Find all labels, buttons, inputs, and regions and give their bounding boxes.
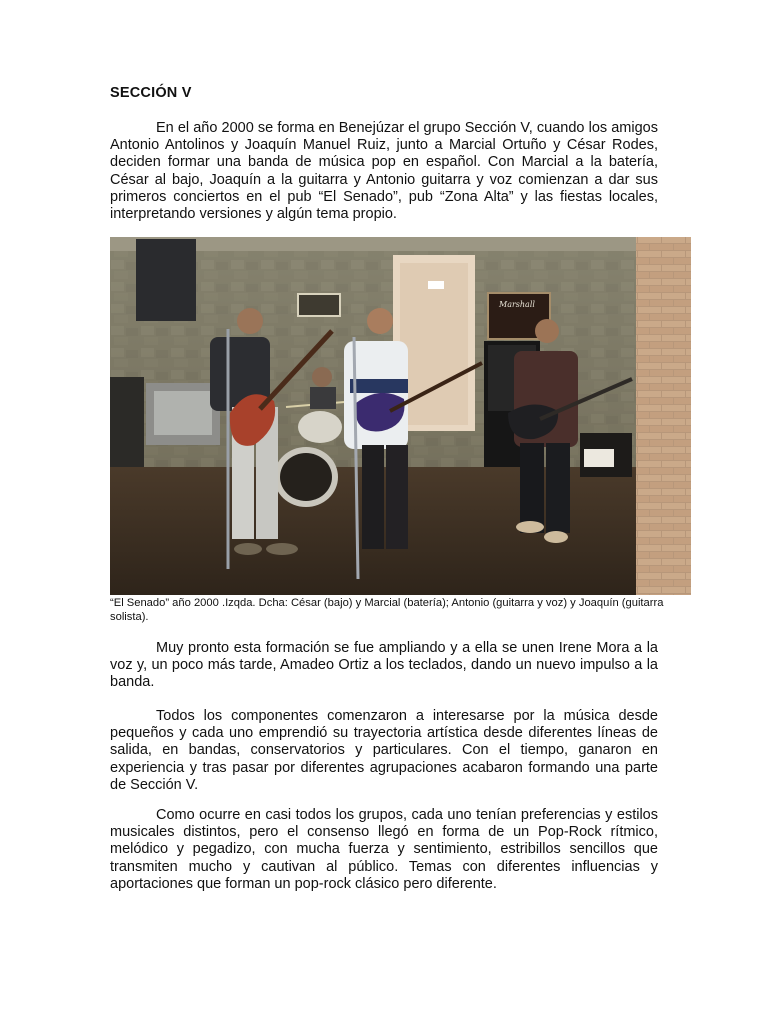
brick-column bbox=[636, 237, 691, 595]
photo-caption: “El Senado” año 2000 .Izqda. Dcha: César (bajo) y Marcial (batería); Antonio (guitarra y voz) y Joaquín (guitarra solista). bbox=[110, 597, 664, 623]
left-amp-grille bbox=[154, 391, 212, 435]
drum-tom bbox=[298, 411, 342, 443]
shoe bbox=[516, 521, 544, 533]
guitarist-head bbox=[535, 319, 559, 343]
cloth bbox=[584, 449, 614, 467]
paragraph-3-text: Todos los componentes comenzaron a interesarse por la música desde pequeños y cada uno emprendió su trayectoria artística desde diferentes líneas de salida, en bandas, conservatorios y particulares. Con el tiempo, ganaron en experiencia y tras pasar por diferentes agrupaciones acabaron formando una parte de Sección V. bbox=[110, 708, 658, 793]
singer-head bbox=[367, 308, 393, 334]
guitarist-leg-left bbox=[520, 443, 544, 533]
drummer-body bbox=[310, 387, 336, 409]
shoe bbox=[544, 531, 568, 543]
shoe bbox=[234, 543, 262, 555]
paragraph-4-text: Como ocurre en casi todos los grupos, cada uno tenían preferencias y estilos musicales distintos, pero el consenso llegó en forma de un Pop-Rock rítmico, melódico y pegadizo, con mucha fuerza y sentimiento, estribillos sencillos que transmiten mucho y cautivan al público. Temas con diferentes influencias y aportaciones que forman un pop-rock clásico pero diferente. bbox=[110, 807, 658, 892]
wall-speaker bbox=[136, 239, 196, 321]
paragraph-1 bbox=[110, 120, 658, 223]
singer-leg-right bbox=[386, 445, 408, 549]
door-sign bbox=[428, 281, 444, 289]
guitarist-leg-right bbox=[546, 443, 570, 533]
ceiling-molding bbox=[110, 237, 691, 251]
drummer-head bbox=[312, 367, 332, 387]
wall-picture bbox=[298, 294, 340, 316]
singer-shirt-stripe bbox=[350, 379, 408, 393]
bassist-head bbox=[237, 308, 263, 334]
amp-logo: Marshall bbox=[499, 300, 535, 309]
paragraph-3 bbox=[110, 708, 658, 794]
section-heading: SECCIÓN V bbox=[110, 85, 192, 101]
bass-drum-head bbox=[280, 453, 332, 501]
paragraph-2-text: Muy pronto esta formación se fue ampliando y a ella se unen Irene Mora a la voz y, un poco más tarde, Amadeo Ortiz a los teclados, dando un nuevo impulso a la banda. bbox=[110, 640, 658, 691]
band-photo bbox=[110, 237, 691, 595]
paragraph-1-text: En el año 2000 se forma en Benejúzar el grupo Sección V, cuando los amigos Antonio Antolinos y Joaquín Manuel Ruiz, junto a Marcial Ortuño y César Rodes, deciden formar una banda de música pop en español. Con Marcial a la batería, César al bajo, Joaquín a la guitarra y Antonio guitarra y voz comienzan a dar sus primeros conciertos en el pub “El Senado”, pub “Zona Alta” y las fiestas locales, interpretando versiones y algún tema propio. bbox=[110, 120, 658, 223]
singer-leg-left bbox=[362, 445, 384, 549]
paragraph-4 bbox=[110, 807, 658, 893]
paragraph-2 bbox=[110, 640, 658, 692]
shoe bbox=[266, 543, 298, 555]
